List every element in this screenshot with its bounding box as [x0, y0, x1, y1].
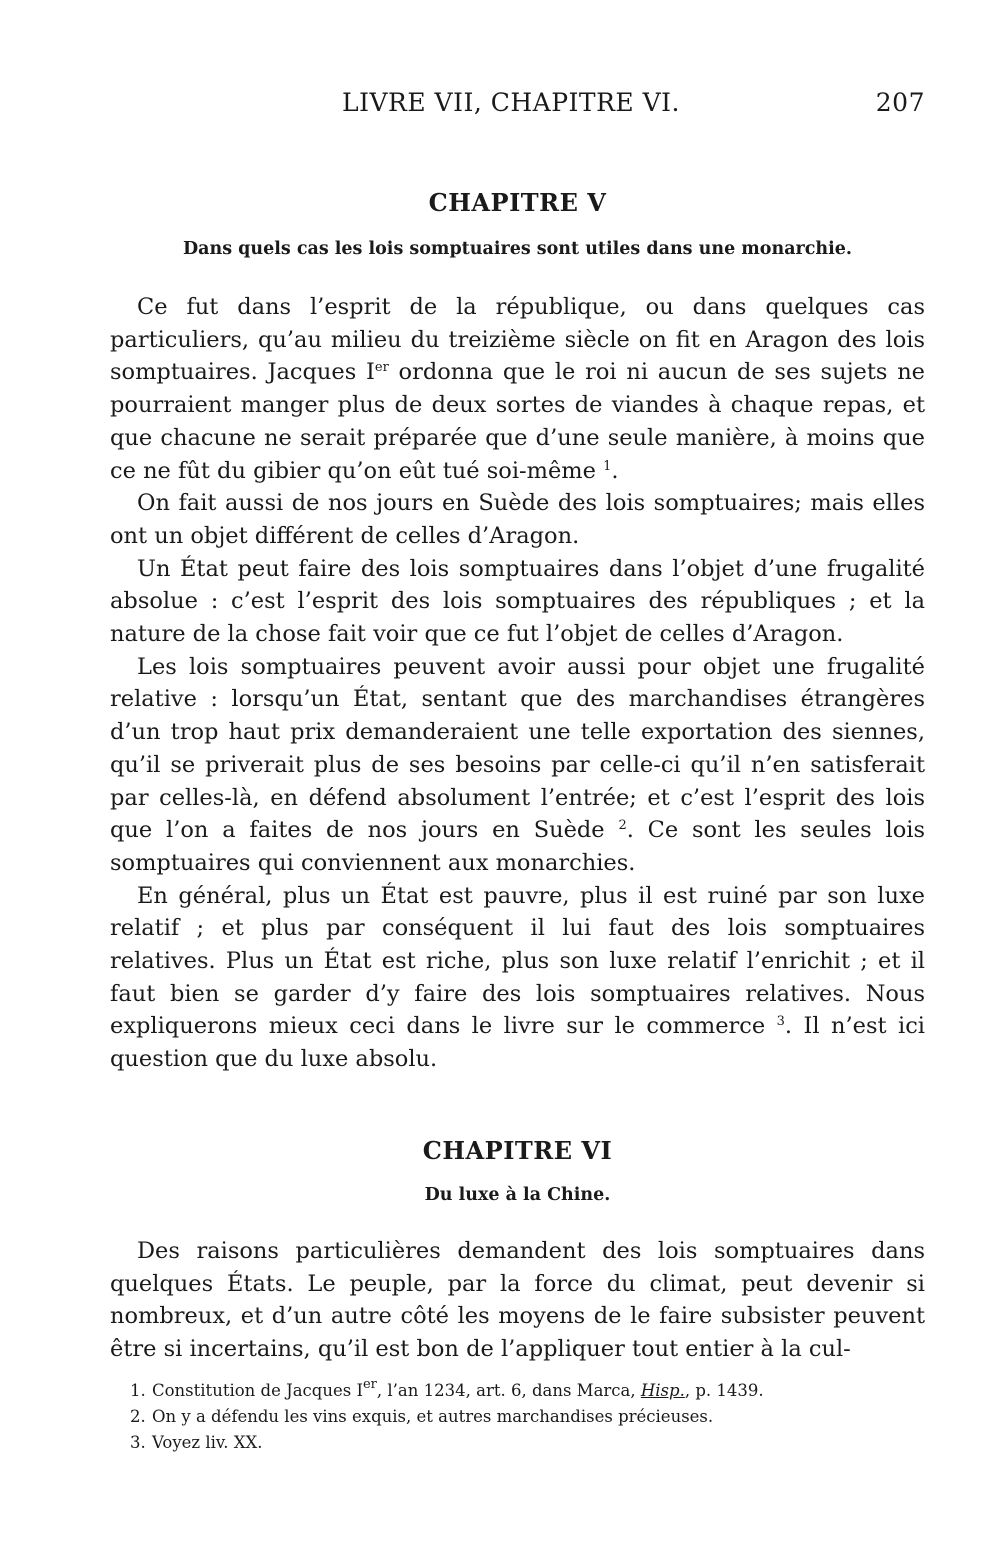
chapter-v-body [110, 291, 925, 1076]
book-page [110, 82, 925, 1456]
footnote-number: 2. [130, 1406, 146, 1426]
chapter-vi-subtitle: Du luxe à la Chine. [424, 1184, 611, 1205]
paragraph: Des raisons particulières demandent des lois somptuaires dans quelques États. Le peuple, par la force du climat, peut devenir si nombreux, et d’un autre côté les moyens de le faire subsister peuvent être si incertains, qu’il est bon de l’appliquer tout entier à la cul- [110, 1237, 925, 1362]
chapter-vi-body [110, 1235, 925, 1366]
footnote-2 [130, 1404, 925, 1430]
chapter-v-subtitle: Dans quels cas les lois somptuaires sont utiles dans une monarchie. [182, 239, 853, 259]
chapter-v [110, 188, 925, 1076]
running-title: LIVRE VII, CHAPITRE VI. [342, 88, 681, 117]
footnote-ref-1: 1 [603, 458, 612, 474]
footnote-1: 1. Constitution de Jacques Ier, l’an 1234, art. 6, dans Marca, Hisp., p. 1439. [130, 1378, 925, 1404]
footnote-ref-2: 2 [618, 818, 627, 834]
ordinal-superscript: er [374, 360, 389, 376]
paragraph: En général, plus un État est pauvre, plus il est ruiné par son luxe relatif ; et plus par conséquent il lui faut des lois somptuaires relatives. Plus un État est riche, plus son luxe relatif l’enrichit ; et il faut bien se garder d’y faire des lois somptuaires relatives. Nous expliquerons mieux ceci dans le livre sur le commerce $^3$. Il n’est ici question que du luxe absolu. [110, 882, 925, 1073]
footnote-number: 3. [130, 1432, 146, 1452]
footnote-number: 1. [130, 1380, 146, 1400]
footnote-3 [130, 1430, 925, 1456]
chapter-v-title: CHAPITRE V [428, 188, 607, 217]
page-number: 207 [875, 88, 925, 117]
ordinal-superscript: er [362, 1376, 377, 1392]
footnote-italic-source: Hisp. [640, 1380, 685, 1400]
chapter-vi-title: CHAPITRE VI [422, 1135, 613, 1165]
footnotes [110, 1378, 925, 1456]
running-head [110, 82, 925, 122]
paragraph: Ce fut dans l’esprit de la république, ou dans quelques cas particuliers, qu’au milieu du treizième siècle on fit en Aragon des lois somptuaires. Jacques Ier ordonna que le roi ni aucun de ses sujets ne pourraient manger plus de deux sortes de viandes à chaque repas, et que chacune ne serait préparée que d’une seule manière, à moins que ce ne fût du gibier qu’on eût tué soi-même $^1$. [110, 294, 925, 484]
paragraph: Un État peut faire des lois somptuaires dans l’objet d’une frugalité absolue : c’est l’esprit des lois somptuaires des républiques ; et la nature de la chose fait voir que ce fut l’objet de celles d’Aragon. [110, 555, 925, 648]
paragraph: On fait aussi de nos jours en Suède des lois somptuaires; mais elles ont un objet différent de celles d’Aragon. [110, 490, 925, 549]
footnote-ref-3: 3 [776, 1014, 785, 1030]
paragraph: Les lois somptuaires peuvent avoir aussi pour objet une frugalité relative : lorsqu’un État, sentant que des marchandises étrangères d’un trop haut prix demanderaient une telle exportation des siennes, qu’il se priverait plus de ses besoins par celle-ci qu’il n’en satisferait par celles-là, en défend absolument l’entrée; et c’est l’esprit des lois que l’on a faites de nos jours en Suède $^2$. Ce sont les seules lois somptuaires qui conviennent aux monarchies. [110, 653, 925, 876]
chapter-vi [110, 1136, 925, 1366]
footnote-text: On y a défendu les vins exquis, et autres marchandises précieuses. [152, 1406, 714, 1426]
footnote-text: Voyez liv. XX. [152, 1432, 263, 1452]
